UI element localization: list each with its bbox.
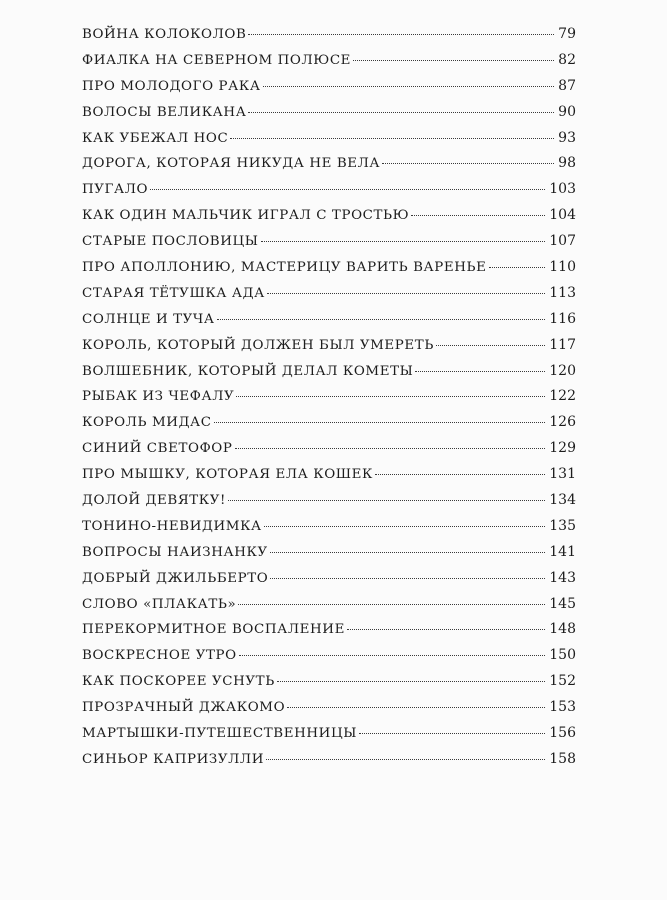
dot-leader <box>489 267 546 268</box>
dot-leader <box>264 526 545 527</box>
toc-entry-title: СЛОВО «ПЛАКАТЬ» <box>82 596 237 612</box>
dot-leader <box>287 707 545 708</box>
toc-entry <box>82 721 576 747</box>
toc-entry-page-number: 79 <box>558 26 576 42</box>
dot-leader <box>436 345 545 346</box>
toc-entry <box>82 384 576 410</box>
toc-entry-page-number: 117 <box>549 336 576 353</box>
toc-entry <box>82 48 576 74</box>
toc-entry <box>82 410 576 436</box>
toc-entry <box>82 74 576 100</box>
toc-entry <box>82 281 576 307</box>
toc-entry-title: КАК ПОСКОРЕЕ УСНУТЬ <box>82 674 275 690</box>
toc-entry <box>82 307 576 333</box>
toc-entry-page-number: 152 <box>549 673 576 690</box>
toc-entry <box>82 100 576 126</box>
dot-leader <box>270 578 545 579</box>
toc-entry-page-number: 143 <box>549 569 576 586</box>
toc-entry-title: ПРО АПОЛЛОНИЮ, МАСТЕРИЦУ ВАРИТЬ ВАРЕНЬЕ <box>82 260 487 276</box>
dot-leader <box>267 293 545 294</box>
toc-entry-title: СОЛНЦЕ И ТУЧА <box>82 311 215 327</box>
toc-entry <box>82 488 576 514</box>
dot-leader <box>261 241 546 242</box>
toc-entry <box>82 359 576 385</box>
toc-entry-title: СТАРАЯ ТЁТУШКА АДА <box>82 285 265 301</box>
toc-entry-title: ВОСКРЕСНОЕ УТРО <box>82 648 237 664</box>
toc-entry-title: ПЕРЕКОРМИТНОЕ ВОСПАЛЕНИЕ <box>82 622 345 638</box>
toc-entry <box>82 617 576 643</box>
toc-entry-page-number: 98 <box>558 155 576 172</box>
toc-entry-page-number: 113 <box>549 284 576 301</box>
toc-entry-page-number: 82 <box>558 51 576 68</box>
toc-entry <box>82 669 576 695</box>
toc-entry-title: СТАРЫЕ ПОСЛОВИЦЫ <box>82 234 259 250</box>
toc-entry-page-number: 110 <box>549 259 576 276</box>
dot-leader <box>263 86 555 87</box>
toc-entry <box>82 514 576 540</box>
toc-entry-title: МАРТЫШКИ-ПУТЕШЕСТВЕННИЦЫ <box>82 726 358 742</box>
toc-entry-title: КОРОЛЬ, КОТОРЫЙ ДОЛЖЕН БЫЛ УМЕРЕТЬ <box>82 337 434 353</box>
toc-entry <box>82 747 576 773</box>
dot-leader <box>353 60 554 61</box>
toc-entry-title: ПРО МЫШКУ, КОТОРАЯ ЕЛА КОШЕК <box>82 467 374 483</box>
toc-entry <box>82 22 576 48</box>
dot-leader <box>411 215 545 216</box>
toc-entry <box>82 436 576 462</box>
dot-leader <box>270 552 546 553</box>
toc-entry-title: ПРО МОЛОДОГО РАКА <box>82 78 261 94</box>
toc-entry <box>82 695 576 721</box>
dot-leader <box>217 319 546 320</box>
dot-leader <box>415 371 545 372</box>
table-of-contents <box>82 22 576 773</box>
toc-entry <box>82 643 576 669</box>
toc-entry-page-number: 131 <box>549 466 576 483</box>
toc-entry-title: ДОБРЫЙ ДЖИЛЬБЕРТО <box>82 570 269 586</box>
dot-leader <box>277 681 545 682</box>
dot-leader <box>248 34 554 35</box>
toc-entry-page-number: 150 <box>549 647 576 664</box>
dot-leader <box>382 163 554 164</box>
toc-entry-page-number: 103 <box>549 181 576 198</box>
toc-entry-page-number: 122 <box>549 388 576 405</box>
toc-entry-title: ВОЙНА КОЛОКОЛОВ <box>82 27 247 42</box>
toc-entry <box>82 229 576 255</box>
toc-entry-title: ВОЛОСЫ ВЕЛИКАНА <box>82 104 247 120</box>
toc-entry-page-number: 93 <box>558 129 576 146</box>
toc-entry-page-number: 126 <box>549 414 576 431</box>
toc-entry-page-number: 135 <box>549 517 576 534</box>
dot-leader <box>239 655 546 656</box>
toc-entry <box>82 177 576 203</box>
toc-entry <box>82 333 576 359</box>
dot-leader <box>235 448 546 449</box>
toc-entry-title: КАК УБЕЖАЛ НОС <box>82 130 229 146</box>
dot-leader <box>228 500 545 501</box>
toc-entry <box>82 151 576 177</box>
toc-entry <box>82 203 576 229</box>
toc-entry-page-number: 120 <box>549 362 576 379</box>
toc-entry-title: ПУГАЛО <box>82 182 149 198</box>
toc-entry-title: КОРОЛЬ МИДАС <box>82 415 212 431</box>
toc-entry-title: ДОЛОЙ ДЕВЯТКУ! <box>82 493 227 509</box>
toc-entry-page-number: 87 <box>558 77 576 94</box>
toc-entry-page-number: 148 <box>549 621 576 638</box>
toc-entry-page-number: 134 <box>549 492 576 509</box>
toc-entry-page-number: 129 <box>549 440 576 457</box>
toc-entry-page-number: 107 <box>549 233 576 250</box>
toc-entry-title: КАК ОДИН МАЛЬЧИК ИГРАЛ С ТРОСТЬЮ <box>82 208 410 224</box>
toc-entry-title: ТОНИНО-НЕВИДИМКА <box>82 518 262 534</box>
toc-entry-page-number: 153 <box>549 699 576 716</box>
toc-entry-title: ДОРОГА, КОТОРАЯ НИКУДА НЕ ВЕЛА <box>82 156 381 172</box>
toc-entry-title: ПРОЗРАЧНЫЙ ДЖАКОМО <box>82 700 286 716</box>
toc-entry-page-number: 141 <box>549 543 576 560</box>
toc-entry-title: СИНИЙ СВЕТОФОР <box>82 441 233 457</box>
dot-leader <box>359 733 545 734</box>
toc-entry-title: ВОПРОСЫ НАИЗНАНКУ <box>82 544 268 560</box>
toc-entry-title: ВОЛШЕБНИК, КОТОРЫЙ ДЕЛАЛ КОМЕТЫ <box>82 363 414 379</box>
dot-leader <box>347 629 545 630</box>
toc-entry-page-number: 158 <box>549 750 576 767</box>
toc-entry-page-number: 116 <box>549 310 576 327</box>
toc-entry-page-number: 104 <box>549 207 576 224</box>
toc-entry <box>82 255 576 281</box>
toc-entry <box>82 540 576 566</box>
toc-entry-title: РЫБАК ИЗ ЧЕФАЛУ <box>82 389 235 405</box>
dot-leader <box>214 422 546 423</box>
dot-leader <box>266 759 545 760</box>
toc-entry-page-number: 145 <box>549 595 576 612</box>
dot-leader <box>248 112 554 113</box>
toc-entry-page-number: 156 <box>549 725 576 742</box>
dot-leader <box>236 396 545 397</box>
toc-entry <box>82 462 576 488</box>
toc-entry <box>82 592 576 618</box>
toc-entry <box>82 126 576 152</box>
toc-entry <box>82 566 576 592</box>
toc-entry-title: СИНЬОР КАПРИЗУЛЛИ <box>82 751 264 767</box>
dot-leader <box>375 474 545 475</box>
dot-leader <box>238 604 545 605</box>
dot-leader <box>230 138 554 139</box>
toc-entry-title: ФИАЛКА НА СЕВЕРНОМ ПОЛЮСЕ <box>82 52 352 68</box>
toc-entry-page-number: 90 <box>558 103 576 120</box>
dot-leader <box>150 189 545 190</box>
